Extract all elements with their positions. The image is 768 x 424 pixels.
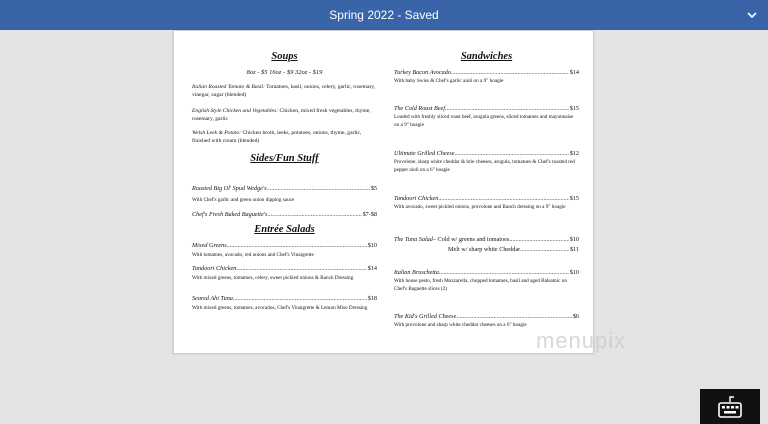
chevron-down-icon[interactable]: [746, 9, 758, 21]
menu-item: [192, 129, 377, 145]
sides-heading: Sides/Fun Stuff: [250, 153, 319, 164]
item-name: Tandoori Chicken: [394, 195, 439, 202]
menu-item: [192, 107, 377, 123]
item-name: Italian Bruschetta: [394, 269, 439, 276]
menu-item: [394, 69, 579, 77]
item-name: Seared Ahi Tuna: [192, 295, 233, 302]
menu-item: [192, 211, 377, 219]
item-desc: Loaded with freshly sliced roast beef, arugula greens, sliced tomatoes and mayonnaise on a 9" hoagie: [394, 114, 574, 128]
item-price: $15: [569, 195, 579, 202]
item-name: English Style Chicken and Vegetables:: [192, 108, 279, 114]
item-name: Mixed Greens: [192, 242, 227, 249]
menu-item: [192, 185, 377, 193]
item-price: $14: [569, 69, 579, 76]
item-price: $10: [569, 236, 579, 243]
sandwiches-heading: Sandwiches: [460, 51, 513, 62]
item-desc: With baby Swiss & Chef's garlic aioli on a 9" hoagie: [394, 78, 504, 84]
item-name: Turkey Bacon Avocado: [394, 69, 451, 76]
soups-heading: Soups: [271, 51, 298, 62]
soup-prices: 8oz - $5 16oz - $9 32oz - $19: [246, 69, 323, 76]
menu-item: [394, 269, 579, 277]
item-price: $10: [569, 269, 579, 276]
item-desc: With mixed greens, tomatoes, avocados, Chef's Vinaigrette & Lemon Miso Dressing: [192, 305, 368, 311]
menu-item: [192, 265, 377, 273]
item-price: $12: [569, 150, 579, 157]
item-price: $11: [569, 246, 579, 253]
keyboard-button[interactable]: [700, 389, 760, 424]
item-name: Chef's Fresh Baked Baguette's: [192, 211, 268, 218]
item-price: $10: [367, 242, 377, 249]
salads-heading: Entrée Salads: [254, 224, 315, 235]
item-name: The Cold Roast Beef: [394, 105, 446, 112]
item-name: The Tuna Salad: [394, 236, 433, 243]
menu-item: [394, 195, 579, 203]
menu-item: [394, 313, 579, 321]
item-name: Italian Roasted Tomato & Basil:: [192, 84, 265, 90]
item-desc: With avocado, sweet pickled onions, provolone and Ranch dressing on a 9" hoagie: [394, 204, 566, 210]
item-price: $5: [370, 185, 377, 192]
document-title: Spring 2022 - Saved: [329, 8, 439, 22]
item-desc: Tomatoes, basil, onions, celery, garlic, rosemary, vinegar, sugar (blended): [192, 84, 376, 98]
menu-item: [394, 246, 579, 254]
item-name: Welsh Leek & Potato:: [192, 130, 242, 136]
menu-item: [394, 105, 579, 113]
item-price: $6: [572, 313, 579, 320]
item-desc: With provolone and sharp white cheddar cheeses on a 6" hoagie: [394, 322, 527, 328]
menu-item: [192, 242, 377, 250]
menu-item: [192, 295, 377, 303]
menu-item: [394, 150, 579, 158]
item-desc: Chicken broth, leeks, potatoes, onions, thyme, garlic, finished with cream (blended): [192, 130, 362, 144]
item-name: The Kid's Grilled Cheese: [394, 313, 457, 320]
item-name: Ultimate Grilled Cheese: [394, 150, 455, 157]
item-variant: – Cold w/ greens and tomatoes: [432, 236, 510, 243]
menu-page: [173, 30, 594, 354]
item-desc: With Chef's garlic and green onion dipping sauce: [192, 197, 295, 203]
top-bar: [0, 0, 768, 30]
watermark: menupix: [536, 328, 627, 353]
item-desc: Chicken, mixed fresh vegetables, thyme, rosemary, garlic: [192, 108, 371, 122]
item-price: $15: [569, 105, 579, 112]
menu-item: [394, 236, 579, 244]
item-name: Tandoori Chicken: [192, 265, 237, 272]
item-desc: With tomatoes, avocado, red onions and Chef's Vinaigrette: [192, 252, 314, 258]
item-desc: Provolone, sharp white cheddar & brie cheeses, arugula, tomatoes & Chef's roasted red pepper aioli on a 6" hoagie: [394, 159, 575, 173]
item-price: $18: [367, 295, 377, 302]
item-variant: Melt w/ sharp white Cheddar: [448, 246, 521, 253]
item-desc: With mixed greens, tomatoes, celery, sweet pickled onions & Ranch Dressing: [192, 275, 354, 281]
item-desc: With house pesto, fresh Mozzarella, chopped tomatoes, basil and aged Balsamic on Chef's Baguette slices (2): [394, 278, 567, 292]
keyboard-icon: [718, 395, 742, 419]
item-name: Roasted Big Ol' Spud Wedge's: [192, 185, 267, 192]
item-price: $14: [367, 265, 377, 272]
menu-item: [192, 83, 377, 99]
item-price: $7-$8: [362, 211, 377, 218]
